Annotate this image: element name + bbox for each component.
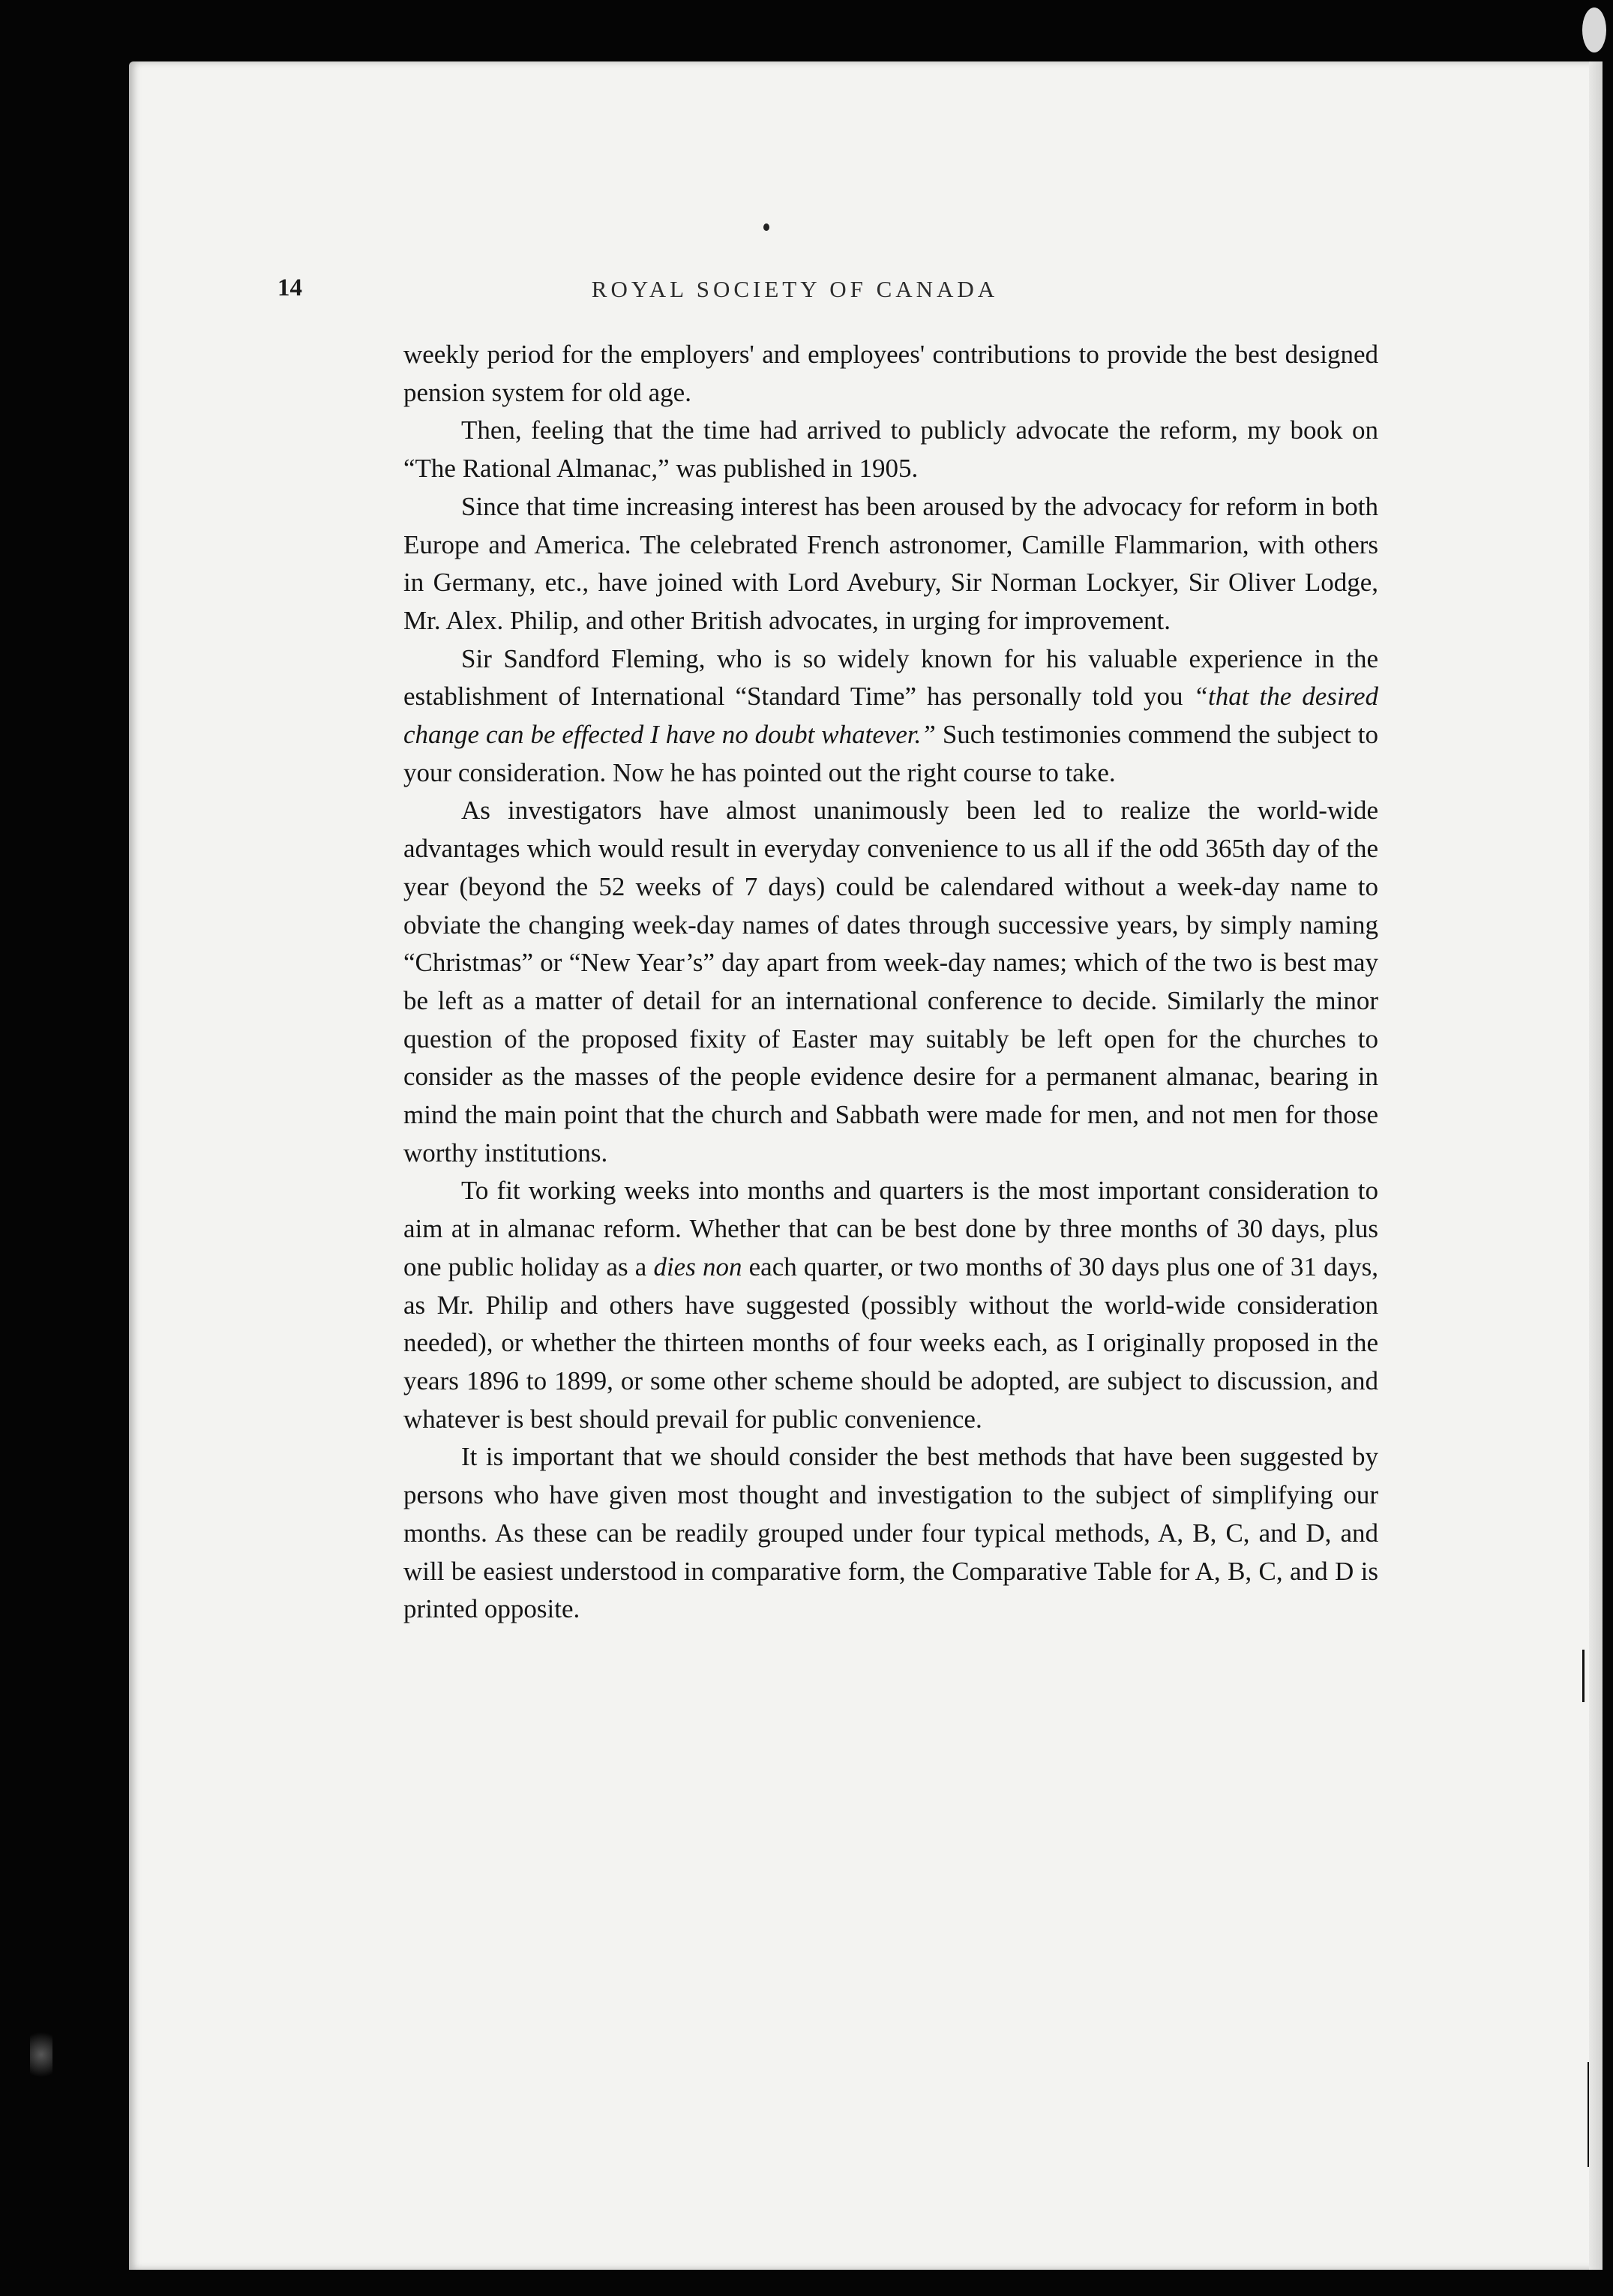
scan-edge-mark xyxy=(1588,2062,1589,2167)
ink-dot-mark xyxy=(763,223,769,231)
scan-smudge xyxy=(30,2025,52,2085)
paragraph-6-text-end: each quarter, or two months of 30 days plus one of 31 days, as Mr. Philip and others have suggested (possibly without the world-wide consideration needed), or whether the thirteen months of four weeks each, as I originally proposed in the years 1896 to 1899, or some other scheme should be adopted, are subject to discussion, and whatever is best should prevail for public convenience. xyxy=(403,1251,1378,1434)
page-body-text xyxy=(403,336,1378,1629)
paragraph-4 xyxy=(403,640,1378,793)
paragraph-7: It is important that we should consider the best methods that have been suggested by persons who have given most thought and investigation to the subject of simplifying our months. As these can be readily grouped under four typical methods, A, B, C, and D, and will be easiest understood in comparative form, the Comparative Table for A, B, C, and D is printed opposite. xyxy=(403,1442,1378,1624)
scan-edge-mark xyxy=(1582,1650,1585,1702)
paragraph-4-text-end: Such testimonies commend the subject to your consideration. Now he has pointed out the right course to take. xyxy=(403,720,1379,787)
paragraph-1: weekly period for the employers' and employees' contributions to provide the best designed pension system for old age. xyxy=(403,340,1378,407)
paragraph-5: As investigators have almost unanimously been led to realize the world-wide advantages which would result in everyday convenience to us all if the odd 365th day of the year (beyond the 52 weeks of 7 days) could be calendared without a week-day name to obviate the changing week-day names of dates through successive years, by simply naming “Christmas” or “New Year’s” day apart from week-day names; which of the two is best may be left as a matter of detail for an international conference to decide. Similarly the minor question of the proposed fixity of Easter may suitably be left open for the churches to consider as the masses of the people evidence desire for a permanent almanac, bearing in mind the main point that the church and Sabbath were made for men, and not men for those worthy institutions. xyxy=(403,796,1378,1167)
paragraph-4-quotation: “that the desired change can be effected I have no doubt whatever.” xyxy=(403,682,1378,750)
paragraph-3: Since that time increasing interest has been aroused by the advocacy for reform in both Europe and America. The celebrated French astronomer, Camille Flammarion, with others in Germany, etc., have joined with Lord Avebury, Sir Norman Lockyer, Sir Oliver Lodge, Mr. Alex. Philip, and other British advocates, in urging for improvement. xyxy=(403,491,1378,635)
paragraph-6 xyxy=(403,1172,1378,1438)
page-header xyxy=(277,274,1402,312)
page-right-edge xyxy=(1589,61,1603,2270)
scan-corner-mark xyxy=(1582,7,1606,52)
paragraph-4-text-start: Sir Sandford Fleming, who is so widely known for his valuable experience in the establishment of International “Standard Time” has personally told you xyxy=(403,643,1378,712)
running-head: ROYAL SOCIETY OF CANADA xyxy=(591,276,999,302)
paragraph-6-text-start: To fit working weeks into months and quarters is the most important consideration to aim at in almanac reform. Whether that can be best done by three months of 30 days, plus one public holiday as a xyxy=(403,1176,1378,1281)
paragraph-6-italic-term: dies non xyxy=(653,1251,742,1281)
page-number: 14 xyxy=(277,274,302,301)
paragraph-2: Then, feeling that the time had arrived to publicly advocate the reform, my book on “The Rational Almanac,” was published in 1905. xyxy=(403,415,1378,484)
